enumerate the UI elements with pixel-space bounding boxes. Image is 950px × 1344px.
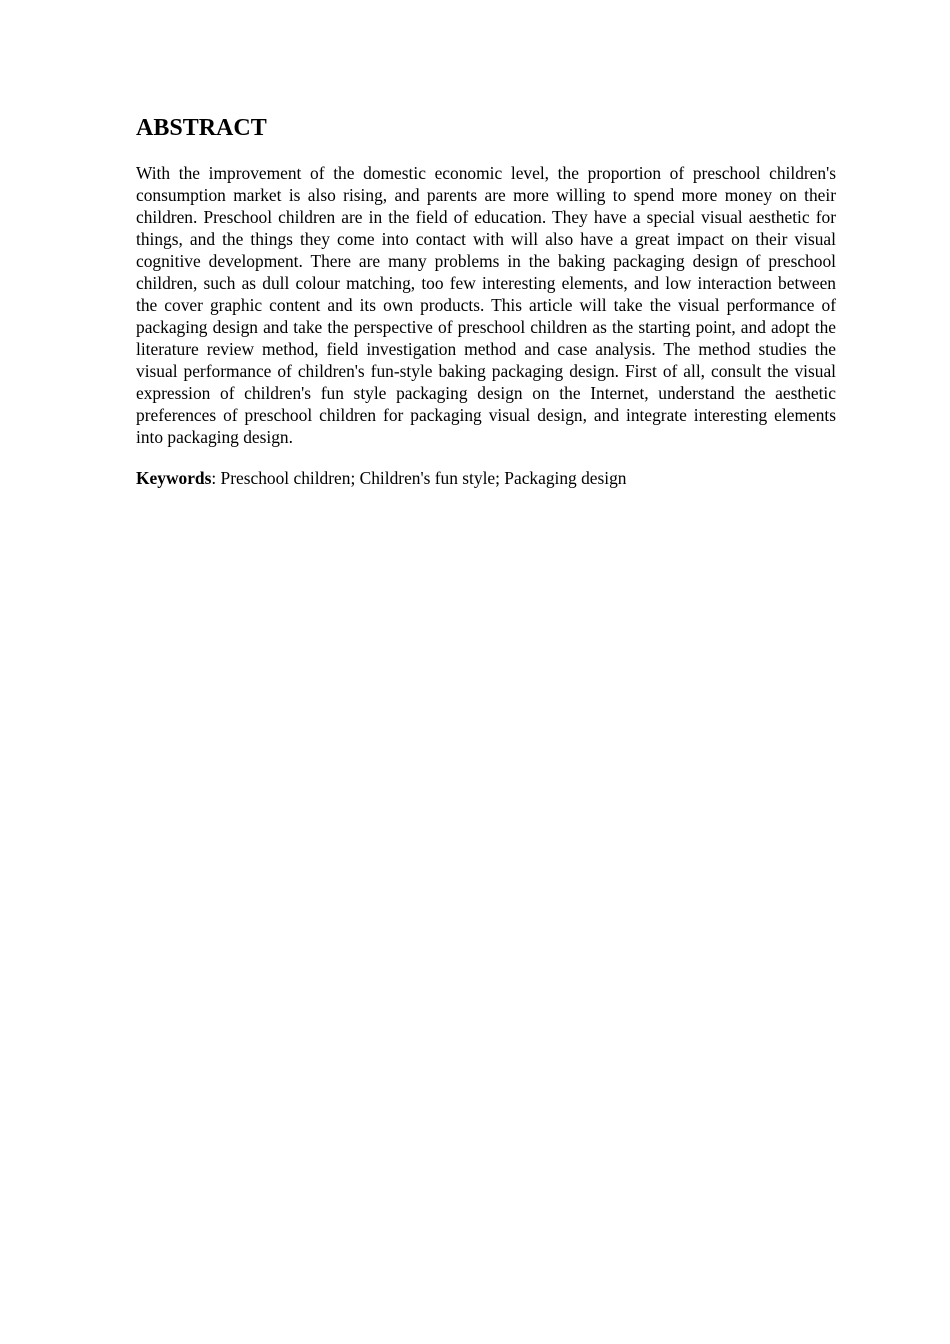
keywords-label: Keywords — [136, 468, 212, 488]
document-page — [136, 112, 836, 489]
keywords-separator: : — [211, 468, 221, 488]
abstract-body: With the improvement of the domestic economic level, the proportion of preschool children's consumption market is also rising, and parents are more willing to spend more money on their children. Preschool children are in the field of education. They have a special visual aesthetic for things, and the things they come into contact with will also have a great impact on their visual cognitive development. There are many problems in the baking packaging design of preschool children, such as dull colour matching, too few interesting elements, and low interaction between the cover graphic content and its own products. This article will take the visual performance of packaging design and take the perspective of preschool children as the starting point, and adopt the literature review method, field investigation method and case analysis. The method studies the visual performance of children's fun-style baking packaging design. First of all, consult the visual expression of children's fun style packaging design on the Internet, understand the aesthetic preferences of preschool children for packaging visual design, and integrate interesting elements into packaging design. — [136, 163, 836, 447]
abstract-heading: ABSTRACT — [136, 115, 267, 141]
keywords-text: Preschool children; Children's fun style; Packaging design — [220, 468, 627, 488]
keywords-line — [136, 467, 836, 489]
